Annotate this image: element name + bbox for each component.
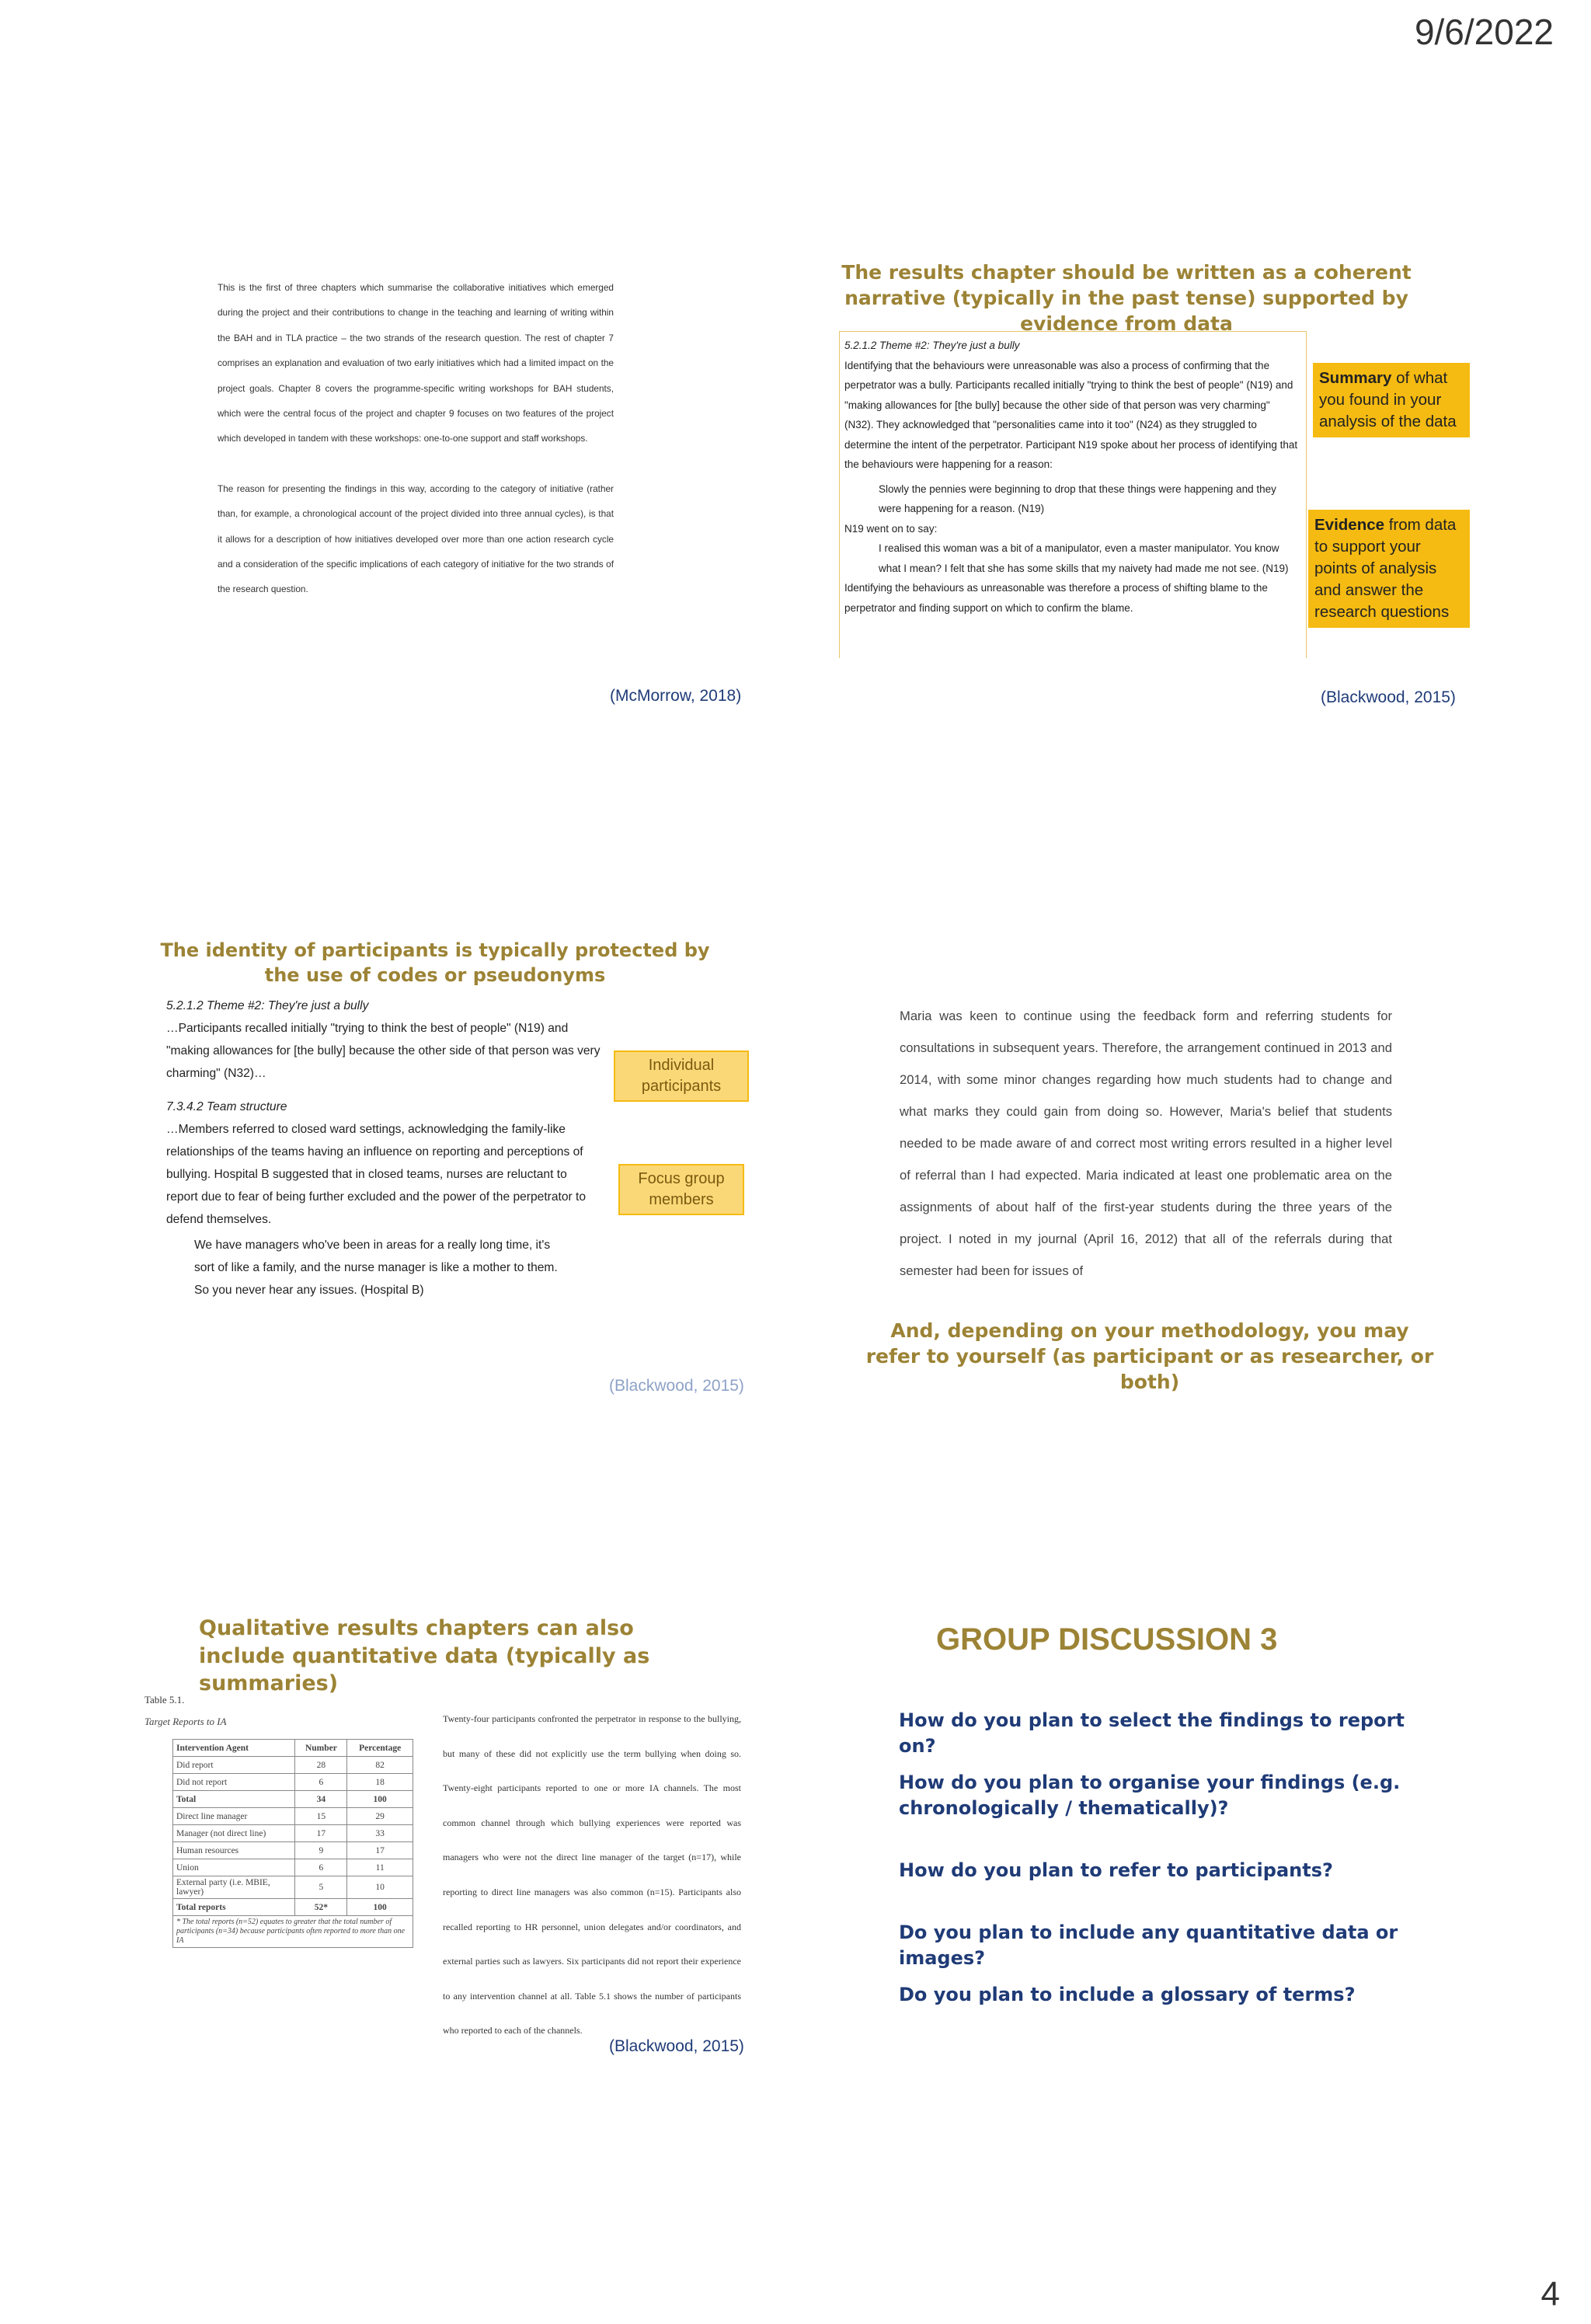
focus-group-tag: Focus group members [618,1164,744,1215]
summary-callout-bold: Summary [1319,369,1392,387]
discussion-question: How do you plan to refer to participants? [899,1859,1333,1881]
table-cell: 100 [347,1899,413,1916]
slide1-citation: (McMorrow, 2018) [610,687,742,705]
table-cell: 10 [347,1876,413,1899]
individual-participants-tag: Individual participants [614,1051,749,1102]
table-row [173,1899,413,1916]
slide1-paragraph2: The reason for presenting the findings in this way, according to the category of initiative (rather than, for example, a chronological account of the project divided into three annual cycles), is that it allows for a description of how initiatives developed over more than one action research cycle and a consideration of the specific implications of each category of initiative for the two strands of the research question. [218,483,614,595]
slide2-excerpt [844,336,1301,618]
table-row [173,1825,413,1842]
table-cell: 17 [295,1825,347,1842]
table-cell: 29 [347,1808,413,1825]
table-caption: Target Reports to IA [144,1716,227,1727]
evidence-callout-text: from data to support your points of analysis and answer the research questions [1314,516,1457,621]
slide2-para2: N19 went on to say: [844,522,938,535]
table-cell: 28 [295,1757,347,1774]
slide4-caption: And, depending on your methodology, you may refer to yourself (as participant or as researcher, or both) [865,1319,1434,1393]
discussion-question: How do you plan to select the findings to report on? [899,1709,1405,1757]
table-cell: Total reports [173,1899,295,1916]
table-cell: Direct line manager [173,1808,295,1825]
table-cell: 6 [295,1859,347,1876]
table-row [173,1876,413,1899]
slide2-heading: 5.2.1.2 Theme #2: They're just a bully [844,340,1020,351]
table-cell: 15 [295,1808,347,1825]
table-cell: 52* [295,1899,347,1916]
table-cell: Did report [173,1757,295,1774]
table-cell: 17 [347,1842,413,1859]
slide2-para1: Identifying that the behaviours were unreasonable was also a process of confirming that the perpetrator was a bully. Participants recalled initially "trying to think the best of people" (N19) and "making allowances for [the bully] because the other side of that person was very charming" (N32). They acknowledged that "personalities came into it too" (N24) as they struggled to determine the intent of the perpetrator. Participant N19 spoke about her process of identifying that the behaviours were happening for a reason: [844,359,1298,470]
slide1-excerpt [218,275,614,602]
slide2-quote1: Slowly the pennies were beginning to drop that these things were happening and they were happening for a reason. (N19) [879,483,1276,514]
slide3-para2: …Members referred to closed ward settings, acknowledging the family-like relationships of the teams having an influence on reporting and perceptions of bullying. Hospital B suggested that in closed teams, nurses are reluctant to report due to fear of being further excluded and the power of the perpetrator to defend themselves. [166,1123,587,1226]
evidence-callout-bold: Evidence [1314,516,1385,534]
slide3-heading1: 5.2.1.2 Theme #2: They're just a bully [166,999,369,1012]
table-footnote: * The total reports (n=52) equates to greater that the total number of participants (n=34) because participants often reported to more than one IA [173,1916,413,1948]
table-cell: 5 [295,1876,347,1899]
discussion-question: Do you plan to include any quantitative data or images? [899,1922,1398,1969]
table-cell: Manager (not direct line) [173,1825,295,1842]
table-header: Percentage [347,1740,413,1757]
table-cell: 9 [295,1842,347,1859]
table-header-row [173,1740,413,1757]
table-row [173,1859,413,1876]
table-row [173,1774,413,1791]
slide2-quote2: I realised this woman was a bit of a manipulator, even a master manipulator. You know what I mean? I felt that she has some skills that my naivety had made me not see. (N19) [879,542,1289,574]
slide3-quote: We have managers who've been in areas for a really long time, it's sort of like a family, and the nurse manager is like a mother to them. So you never hear any issues. (Hospital B) [194,1239,558,1297]
table-cell: Human resources [173,1842,295,1859]
summary-callout-text: of what you found in your analysis of the data [1319,369,1457,430]
date: 9/6/2022 [1414,12,1554,52]
table-header: Intervention Agent [173,1740,295,1757]
summary-callout [1313,363,1470,437]
slide5-paragraph: Twenty-four participants confronted the perpetrator in response to the bullying, but many of these did not explicitly use the term bullying when doing so. Twenty-eight participants reported to one or more IA channels. The most common channel through which bullying experiences were reported was managers who were not the direct line manager of the target (n=17), while reporting to direct line managers was also common (n=15). Participants also recalled reporting to HR personnel, union delegates and/or coordinators, and external parties such as lawyers. Six participants did not report their experience to any intervention channel at all. Table 5.1 shows the number of participants who reported to each of the channels. [443,1713,741,2037]
page-number: 4 [1541,2275,1560,2313]
evidence-callout [1308,510,1470,628]
table-row [173,1808,413,1825]
table-cell: 18 [347,1774,413,1791]
slide3-heading2: 7.3.4.2 Team structure [166,1100,287,1113]
table-cell: 82 [347,1757,413,1774]
slide2-citation: (Blackwood, 2015) [1321,688,1456,706]
table-cell: 6 [295,1774,347,1791]
table-footnote-row [173,1916,413,1948]
slide3-excerpt [166,995,601,1301]
table-cell: Union [173,1859,295,1876]
slide5-citation: (Blackwood, 2015) [609,2037,744,2055]
table-cell: 100 [347,1791,413,1808]
slide5-title: Qualitative results chapters can also include quantitative data (typically as summaries) [199,1616,650,1696]
table-cell: 11 [347,1859,413,1876]
slide3-citation: (Blackwood, 2015) [609,1377,744,1395]
table-row [173,1791,413,1808]
table-label: Table 5.1. [144,1694,185,1706]
group-discussion-title: GROUP DISCUSSION 3 [936,1622,1278,1657]
slide2-para3: Identifying the behaviours as unreasonable was therefore a process of shifting blame to the perpetrator and finding support on which to confirm the blame. [844,582,1268,614]
slide4-excerpt: Maria was keen to continue using the feedback form and referring students for consultations in subsequent years. Therefore, the arrangement continued in 2013 and 2014, with some minor changes regarding how much students had to change and what marks they could gain from doing so. However, Maria's belief that students needed to be made aware of and correct most writing errors resulted in a higher level of referral than I had expected. Maria indicated at least one problematic area on the assignments of about half of the first-year students during the three years of the project. I noted in my journal (April 16, 2012) that all of the referrals during that semester had been for issues of [900,1009,1392,1278]
table-row [173,1757,413,1774]
discussion-question: How do you plan to organise your findings (e.g. chronologically / thematically)? [899,1772,1401,1819]
table-cell: Did not report [173,1774,295,1791]
table-cell: External party (i.e. MBIE, lawyer) [173,1876,295,1899]
table-row [173,1842,413,1859]
slide2-title: The results chapter should be written as a coherent narrative (typically in the past tense) supported by evidence from data [841,261,1412,335]
reports-table [172,1739,413,1948]
slide1-paragraph1: This is the first of three chapters which summarise the collaborative initiatives which emerged during the project and their contributions to change in the teaching and learning of writing within the BAH and in TLA practice – the two strands of the research question. The rest of chapter 7 comprises an explanation and evaluation of two early initiatives which had a limited impact on the project goals. Chapter 8 covers the programme-specific writing workshops for BAH students, which were the central focus of the project and chapter 9 focuses on two features of the project which developed in tandem with these workshops: one-to-one support and staff workshops. [218,282,614,444]
table-cell: Total [173,1791,295,1808]
table-header: Number [295,1740,347,1757]
table-cell: 33 [347,1825,413,1842]
slide3-para1: …Participants recalled initially "trying to think the best of people" (N19) and "making allowances for [the bully] because the other side of that person was very charming" (N32)… [166,1022,601,1080]
table-cell: 34 [295,1791,347,1808]
slide3-title: The identity of participants is typically protected by the use of codes or pseudonyms [160,939,710,986]
discussion-question: Do you plan to include a glossary of terms? [899,1984,1356,2005]
